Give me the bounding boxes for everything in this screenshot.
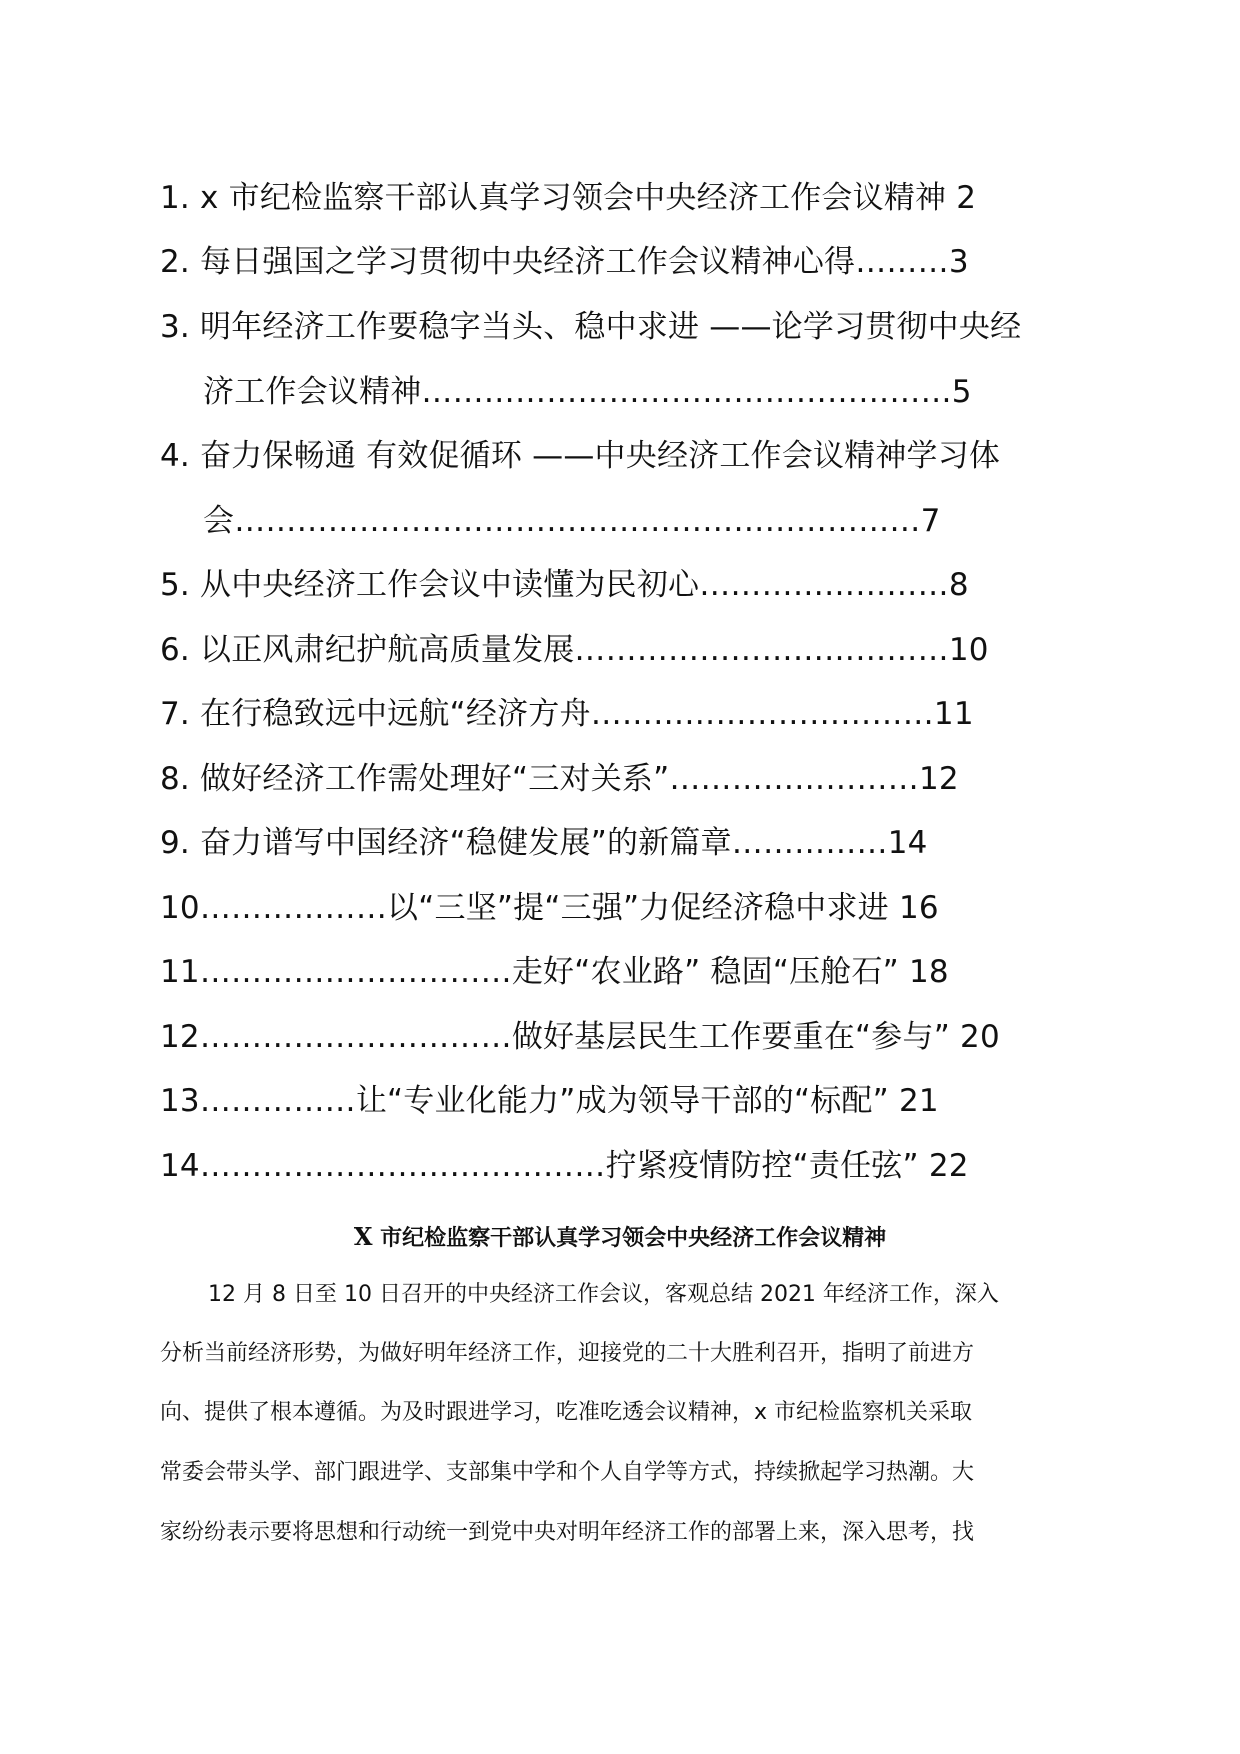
toc-entry-3-continued[interactable]: 济工作会议精神……………………………………………5 (203, 374, 972, 410)
toc-entry-6[interactable]: 6. 以正风肃纪护航高质量发展………………………………10 (160, 632, 989, 668)
toc-entry-10[interactable]: 10………………以“三坚”提“三强”力促经济稳中求进 16 (160, 890, 939, 926)
body-line: 分析当前经济形势，为做好明年经济工作，迎接党的二十大胜利召开，指明了前进方 (160, 1341, 975, 1366)
toc-entry-13[interactable]: 13……………让“专业化能力”成为领导干部的“标配” 21 (160, 1083, 939, 1119)
toc-entry-5[interactable]: 5. 从中央经济工作会议中读懂为民初心……………………8 (160, 567, 969, 603)
body-line: 向、提供了根本遵循。为及时跟进学习，吃准吃透会议精神，x 市纪检监察机关采取 (160, 1400, 973, 1425)
toc-entry-2[interactable]: 2. 每日强国之学习贯彻中央经济工作会议精神心得………3 (160, 244, 969, 280)
toc-entry-14[interactable]: 14…………………………………拧紧疫情防控“责任弦” 22 (160, 1148, 969, 1184)
toc-entry-9[interactable]: 9. 奋力谱写中国经济“稳健发展”的新篇章……………14 (160, 825, 928, 861)
toc-entry-11[interactable]: 11…………………………走好“农业路” 稳固“压舱石” 18 (160, 954, 949, 990)
toc-entry-7[interactable]: 7. 在行稳致远中远航“经济方舟……………………………11 (160, 696, 974, 732)
toc-entry-1[interactable]: 1. x 市纪检监察干部认真学习领会中央经济工作会议精神 2 (160, 180, 977, 216)
article-title (0, 1222, 1240, 1254)
toc-entry-4[interactable]: 4. 奋力保畅通 有效促循环 ——中央经济工作会议精神学习体 (160, 438, 1001, 474)
toc-entry-8[interactable]: 8. 做好经济工作需处理好“三对关系”……………………12 (160, 761, 959, 797)
toc-entry-3[interactable]: 3. 明年经济工作要稳字当头、稳中求进 ——论学习贯彻中央经 (160, 309, 1022, 345)
body-line: 常委会带头学、部门跟进学、支部集中学和个人自学等方式，持续掀起学习热潮。大 (160, 1460, 975, 1485)
toc-entry-12[interactable]: 12…………………………做好基层民生工作要重在“参与” 20 (160, 1019, 1000, 1055)
article-title-text: 市纪检监察干部认真学习领会中央经济工作会议精神 (372, 1226, 887, 1251)
body-line: 12 月 8 日至 10 日召开的中央经济工作会议，客观总结 2021 年经济工作，深入 (208, 1282, 999, 1307)
article-title-prefix: X (353, 1222, 373, 1251)
body-line: 家纷纷表示要将思想和行动统一到党中央对明年经济工作的部署上来，深入思考，找 (160, 1520, 975, 1545)
toc-entry-4-continued[interactable]: 会…………………………………………………………7 (203, 503, 941, 539)
